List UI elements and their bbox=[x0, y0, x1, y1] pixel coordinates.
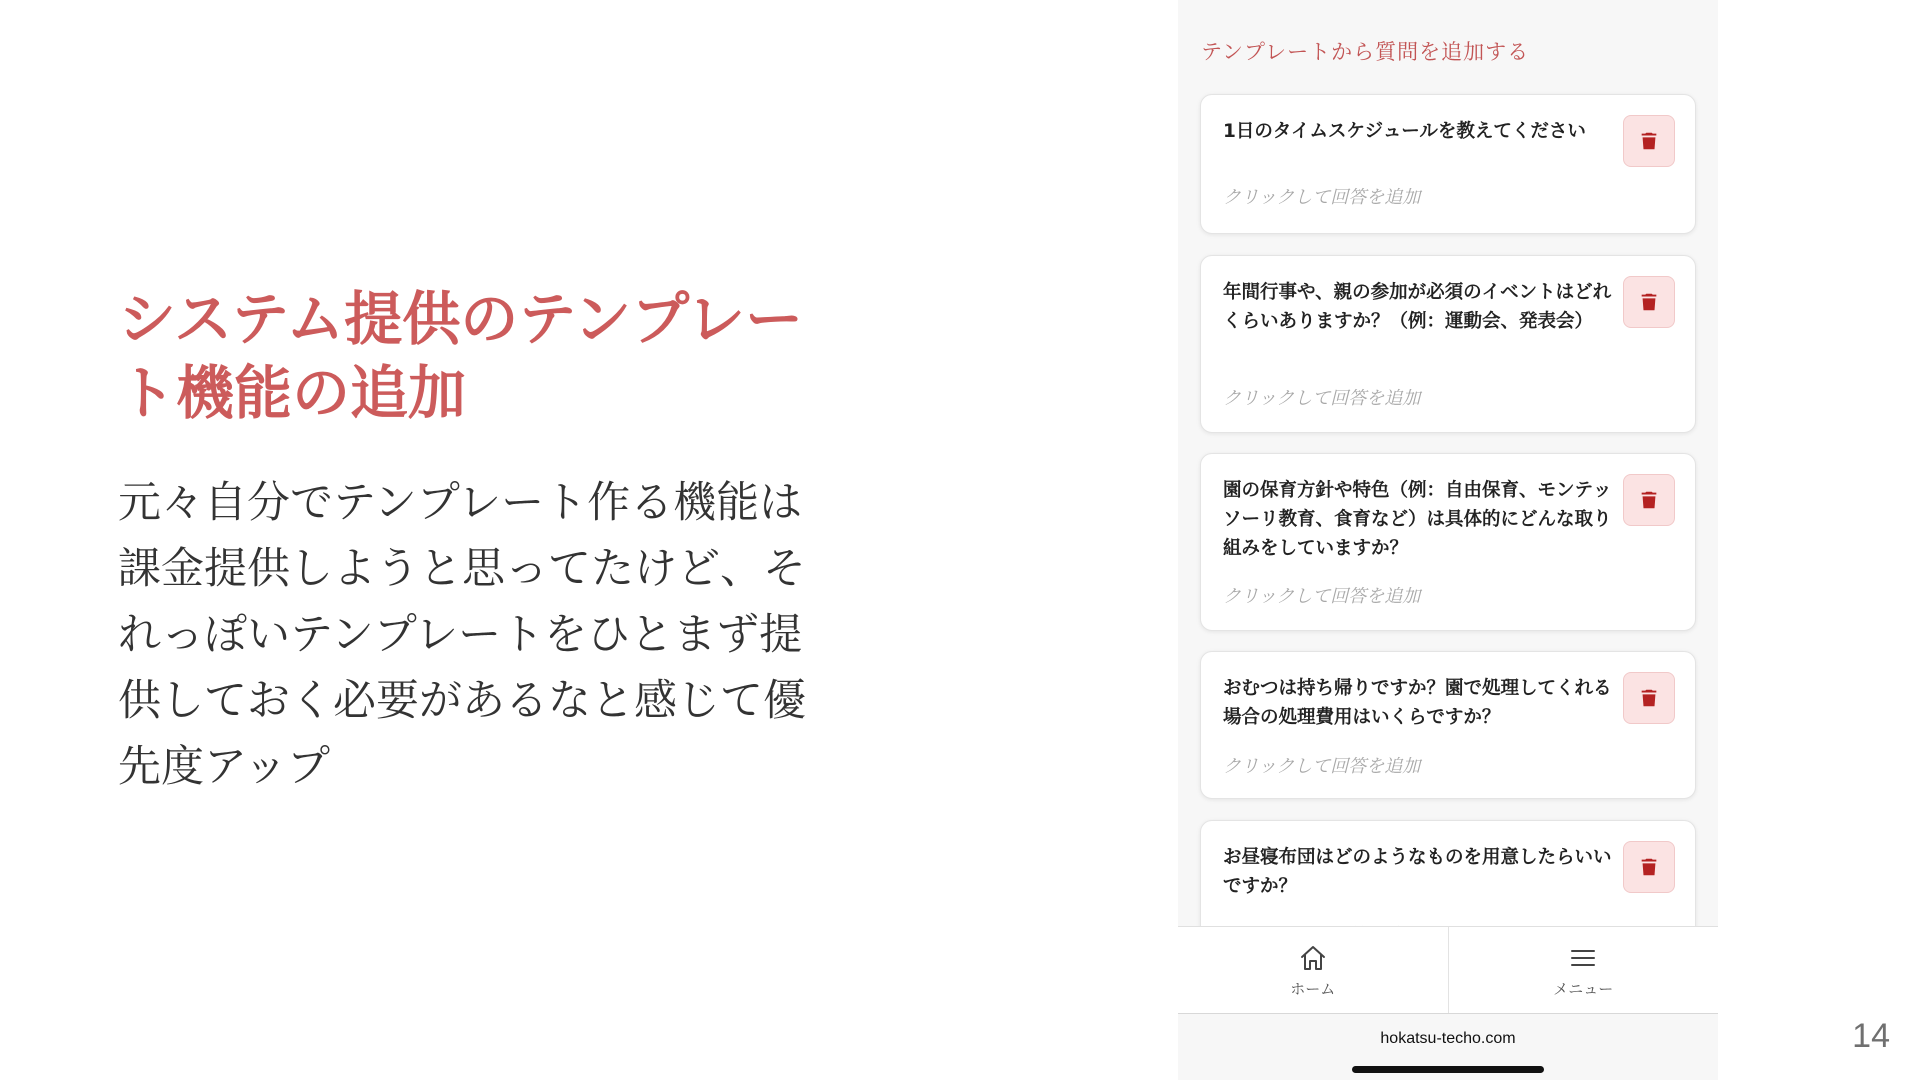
home-indicator[interactable] bbox=[1352, 1066, 1544, 1073]
answer-placeholder[interactable]: クリックして回答を追加 bbox=[1223, 187, 1421, 208]
question-card[interactable] bbox=[1200, 453, 1696, 631]
delete-button[interactable] bbox=[1623, 115, 1675, 167]
home-icon bbox=[1297, 942, 1329, 974]
trash-icon bbox=[1638, 130, 1660, 152]
browser-address-bar bbox=[1178, 1014, 1718, 1080]
trash-icon bbox=[1638, 489, 1660, 511]
card-question: 園の保育方針や特色（例：自由保育、モンテッソーリ教育、食育など）は具体的にどんな取り組みをしていますか？ bbox=[1223, 480, 1612, 559]
phone-screenshot bbox=[1178, 0, 1718, 1080]
slide-title: システム提供のテンプレート機能の追加 bbox=[118, 285, 803, 427]
template-question-list[interactable] bbox=[1178, 0, 1718, 926]
answer-placeholder[interactable]: クリックして回答を追加 bbox=[1223, 586, 1421, 607]
url-text[interactable]: hokatsu-techo.com bbox=[1380, 1030, 1516, 1047]
nav-home-button[interactable] bbox=[1178, 927, 1448, 1013]
question-card[interactable] bbox=[1200, 651, 1696, 799]
page-number: 14 bbox=[1852, 1017, 1890, 1055]
slide-body-text: 元々自分でテンプレート作る機能は課金提供しようと思ってたけど、それっぽいテンプレートをひとまず提供しておく必要があるなと感じて優先度アップ bbox=[118, 478, 806, 792]
card-question: おむつは持ち帰りですか？園で処理してくれる場合の処理費用はいくらですか？ bbox=[1223, 678, 1612, 728]
delete-button[interactable] bbox=[1623, 474, 1675, 526]
trash-icon bbox=[1638, 687, 1660, 709]
trash-icon bbox=[1638, 856, 1660, 878]
delete-button[interactable] bbox=[1623, 276, 1675, 328]
section-title: テンプレートから質問を追加する bbox=[1201, 40, 1530, 64]
card-question: 1日のタイムスケジュールを教えてください bbox=[1223, 121, 1586, 142]
card-question: お昼寝布団はどのようなものを用意したらいいですか？ bbox=[1223, 847, 1612, 897]
delete-button[interactable] bbox=[1623, 841, 1675, 893]
bottom-nav bbox=[1178, 926, 1718, 1014]
card-question: 年間行事や、親の参加が必須のイベントはどれくらいありますか？（例：運動会、発表会） bbox=[1223, 282, 1612, 332]
question-card[interactable] bbox=[1200, 255, 1696, 433]
hamburger-menu-icon bbox=[1567, 942, 1599, 974]
answer-placeholder[interactable]: クリックして回答を追加 bbox=[1223, 388, 1421, 409]
answer-placeholder[interactable]: クリックして回答を追加 bbox=[1223, 756, 1421, 777]
question-card[interactable] bbox=[1200, 94, 1696, 234]
nav-menu-label: メニュー bbox=[1553, 979, 1614, 998]
nav-home-label: ホーム bbox=[1290, 979, 1336, 998]
trash-icon bbox=[1638, 291, 1660, 313]
delete-button[interactable] bbox=[1623, 672, 1675, 724]
nav-menu-button[interactable] bbox=[1448, 927, 1719, 1013]
